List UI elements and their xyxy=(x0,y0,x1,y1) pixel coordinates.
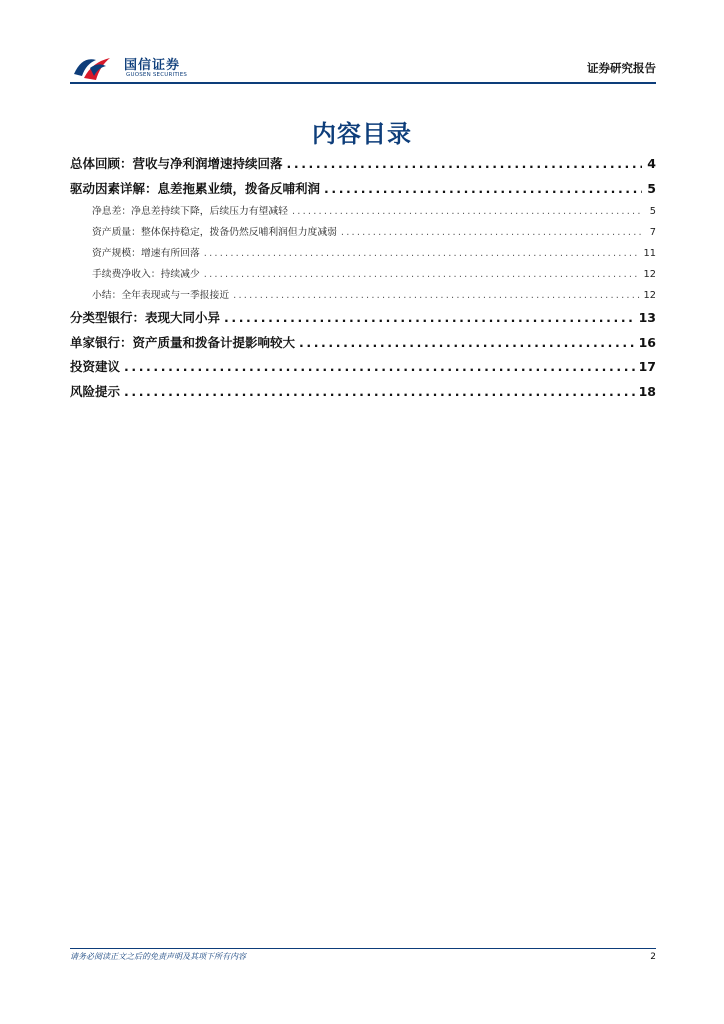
toc-entry-text: 资产规模：增速有所回落 xyxy=(92,248,200,259)
toc-leader-dots xyxy=(292,206,642,217)
toc-entry-text: 总体回顾：营收与净利润增速持续回落 xyxy=(70,156,283,171)
page-header xyxy=(70,50,656,84)
toc-entry-page: 11 xyxy=(643,248,656,259)
toc-leader-dots xyxy=(287,156,642,171)
toc-leader-dots xyxy=(124,384,635,399)
toc-leader-dots xyxy=(224,310,635,325)
header-divider xyxy=(70,82,656,84)
toc-leader-dots xyxy=(324,181,642,196)
toc-entry[interactable] xyxy=(70,179,656,204)
report-type-label: 证券研究报告 xyxy=(587,61,656,75)
toc-entry-page: 12 xyxy=(643,269,656,280)
toc-entry-text: 资产质量：整体保持稳定，拨备仍然反哺利润但力度减弱 xyxy=(92,227,337,238)
toc-entry-text: 驱动因素详解：息差拖累业绩，拨备反哺利润 xyxy=(70,180,321,196)
toc-leader-dots xyxy=(299,335,635,350)
toc-leader-dots xyxy=(204,248,640,259)
toc-entry[interactable] xyxy=(70,333,656,358)
toc-subentry[interactable] xyxy=(70,245,656,266)
toc-entry-page: 13 xyxy=(638,310,656,325)
toc-entry-text: 投资建议 xyxy=(70,359,121,374)
toc-entry-text: 小结：全年表现或与一季报接近 xyxy=(92,290,230,301)
toc-entry-page: 7 xyxy=(649,227,656,238)
footer-disclaimer: 请务必阅读正文之后的免责声明及其项下所有内容 xyxy=(70,952,246,961)
toc-entry-page: 5 xyxy=(647,180,656,196)
table-of-contents xyxy=(70,154,656,406)
toc-entry-page: 5 xyxy=(649,206,656,217)
guosen-logo xyxy=(70,50,220,84)
toc-entry-text: 分类型银行：表现大同小异 xyxy=(70,310,221,325)
toc-leader-dots xyxy=(233,290,639,301)
toc-subentry[interactable] xyxy=(70,266,656,287)
toc-entry-page: 18 xyxy=(638,383,656,399)
toc-entry-text: 净息差：净息差持续下降，后续压力有望减轻 xyxy=(92,206,288,217)
toc-entry-text: 单家银行：资产质量和拨备计提影响较大 xyxy=(70,334,296,350)
toc-entry[interactable] xyxy=(70,357,656,382)
toc-entry[interactable] xyxy=(70,154,656,179)
toc-subentry[interactable] xyxy=(70,287,656,308)
toc-leader-dots xyxy=(341,227,642,238)
logo-text-cn: 国信证券 xyxy=(124,58,181,73)
toc-entry-page: 17 xyxy=(638,359,656,374)
page-number: 2 xyxy=(650,952,656,962)
toc-leader-dots xyxy=(124,359,635,374)
toc-entry[interactable] xyxy=(70,382,656,407)
logo-text-en: GUOSEN SECURITIES xyxy=(126,72,188,78)
footer-divider xyxy=(70,948,656,949)
toc-entry-text: 风险提示 xyxy=(70,383,121,399)
toc-entry-page: 4 xyxy=(647,156,656,171)
toc-entry-page: 16 xyxy=(638,334,656,350)
toc-entry[interactable] xyxy=(70,308,656,333)
toc-entry-text: 手续费净收入：持续减少 xyxy=(92,269,200,280)
guosen-logo-icon xyxy=(70,52,120,82)
toc-subentry[interactable] xyxy=(70,203,656,224)
page-title: 内容目录 xyxy=(312,120,412,148)
toc-subentry[interactable] xyxy=(70,224,656,245)
toc-leader-dots xyxy=(204,269,640,280)
toc-entry-page: 12 xyxy=(643,290,656,301)
